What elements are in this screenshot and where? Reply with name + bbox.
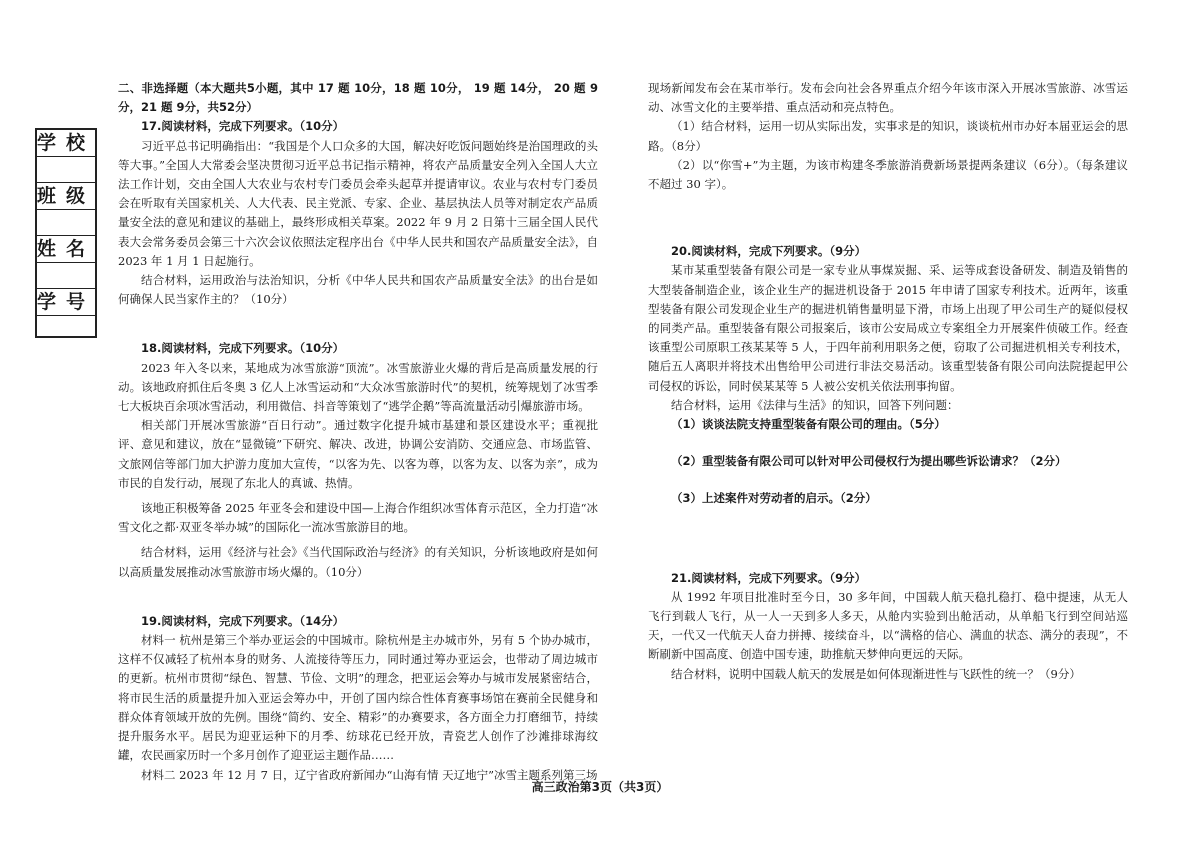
q21-paragraph-2: 结合材料，说明中国载人航天的发展是如何体现渐进性与飞跃性的统一？（9分） [671,666,1081,681]
q21-title: 21.阅读材料，完成下列要求。（9分） [671,570,867,585]
q20-paragraph-1: 某市某重型装备有限公司是一家专业从事煤炭掘、采、运等成套设备研发、制造及销售的大型装备制造企业，该企业生产的掘进机设备于 2015 年申请了国家专利技术。近两年，该重型装备有限公司发现企业生产的掘进机销售量明显下滑，市场上出现了甲公司生产的疑似侵权的同类产品。重型装备有限公司报案后，该市公安局成立专案组全力开展案件侦破工作。经查该重型公司原职工孩某某等 5 人，于四年前利用职务之便，窃取了公司掘进机相关专利技术，随后五人离职并将技术出售给甲公司进行非法交易活动。该重型装备有限公司向法院提起甲公司侵权的诉讼，同时侯某某等 5 人被公安机关依法刑事拘留。 [648,263,1128,393]
page-footer: 高三政治第3页（共3页） [531,780,669,794]
q18-paragraph-1: 2023 年入冬以来，某地成为冰雪旅游“顶流”。冰雪旅游业火爆的背后是高质量发展的行动。该地政府抓住后冬奥 3 亿人上冰雪运动和“大众冰雪旅游时代”的契机，统筹规划了冰雪季七大板块百余项冰雪活动，利用微信、抖音等策划了“逃学企鹅”等高流量活动引爆旅游市场。 [118,360,598,414]
student-info-box [35,128,97,338]
school-label: 学校 [37,130,95,157]
class-blank [37,210,95,236]
q19-sub-1: （1）结合材料，运用一切从实际出发，实事求是的知识，谈谈杭州市办好本届亚运会的思路。（8分） [648,119,1128,153]
class-label: 班级 [37,183,95,210]
student-id-blank [37,316,95,341]
section-heading: 二、非选择题（本大题共5小题，其中 17 题 10分，18 题 10分， 19 题 14分， 20 题 9分，21 题 9分，共52分） [118,81,598,115]
q19-title: 19.阅读材料，完成下列要求。（14分） [141,613,345,628]
q20-paragraph-2: 结合材料，运用《法律与生活》的知识，回答下列问题： [671,397,959,412]
q19-sub-2: （2）以“你雪+”为主题，为该市构建冬季旅游消费新场景提两条建议（6分）。（每条建议不超过 30 字）。 [648,157,1128,192]
q17-paragraph-1: 习近平总书记明确指出：“我国是个人口众多的大国，解决好吃饭问题始终是治国理政的头等大事。”全国人大常委会坚决贯彻习近平总书记指示精神，将农产品质量安全列入全国人大立法工作计划，交由全国人大农业与农村专门委员会牵头起草并提请审议。农业与农村专门委员会在听取有关国家机关、人大代表、民主党派、专家、企业、基层执法人员等对制定农产品质量安全法的意见和建议的基础上，最终形成相关草案。2022 年 9 月 2 日第十三届全国人民代表大会常务委员会第三十六次会议依照法定程序出台《中华人民共和国农产品质量安全法》，自 2023 年 1 月 1 日起施行。 [118,138,598,268]
student-id-label: 学号 [37,289,95,316]
q21-paragraph-1: 从 1992 年项目批准时至今日，30 多年间，中国载人航天稳扎稳打、稳中提速，从无人飞行到载人飞行，从一人一天到多人多天，从舱内实验到出舱活动，从单船飞行到空间站巡天，一代又一代航天人奋力拼搏、接续奋斗，以“满格的信心、满血的状态、满分的表现”，不断刷新中国高度、创造中国专速，助推航天梦伸向更远的天际。 [648,589,1128,662]
name-label: 姓名 [37,236,95,263]
left-column [118,79,598,785]
q20-title: 20.阅读材料，完成下列要求。（9分） [671,244,867,259]
q18-paragraph-2: 相关部门开展冰雪旅游“百日行动”。通过数字化提升城市基建和景区建设水平；重视批评、意见和建议，放在“显微镜”下研究、解决、改进，协调公安消防、交通应急、市场监管、文旅网信等部门加大护游力度加大宣传，“以客为先、以客为尊，以客为友、以客为亲”，成为市民的自发行动，展现了东北人的真诚、热情。 [118,418,598,490]
q19-material-1: 材料一 杭州是第三个举办亚运会的中国城市。除杭州是主办城市外，另有 5 个协办城市，这样不仅减轻了杭州本身的财务、人流接待等压力，同时通过筹办亚运会，也带动了周边城市的更新。杭州市贯彻“绿色、智慧、节俭、文明”的理念，把亚运会筹办与城市发展紧密结合，将市民生活的质量提升加入亚运会筹办中，开创了国内综合性体育赛事场馆在赛前全民健身和群众体育领域开放的先例。围绕“简约、安全、精彩”的办赛要求，各方面全力打磨细节，持续提升服务水平。居民为迎亚运种下的月季、纺球花已经开放，青瓷艺人创作了沙滩排球海纹罐，农民画家历时一个多月创作了迎亚运主题作品…… [118,633,598,763]
q18-paragraph-3: 该地正积极筹备 2025 年亚冬会和建设中国—上海合作组织冰雪体育示范区，全力打造“冰雪文化之都·双亚冬举办城”的国际化一流冰雪旅游目的地。 [118,501,598,535]
q19-material-2-start: 材料二 2023 年 12 月 7 日，辽宁省政府新闻办“山海有情 天辽地宁”冰雪主题系列第三场 [141,767,598,782]
right-column [648,79,1128,684]
school-blank [37,157,95,183]
q19-material-2-cont: 现场新闻发布会在某市举行。发布会向社会各界重点介绍今年该市深入开展冰雪旅游、冰雪运动、冰雪文化的主要举措、重点活动和亮点特色。 [648,81,1128,115]
name-blank [37,263,95,289]
q17-title: 17.阅读材料，完成下列要求。（10分） [141,119,345,134]
q18-title: 18.阅读材料，完成下列要求。（10分） [141,341,345,356]
q18-paragraph-4: 结合材料，运用《经济与社会》《当代国际政治与经济》的有关知识，分析该地政府是如何以高质量发展推动冰雪旅游市场火爆的。（10分） [118,545,598,579]
q20-sub-3: （3）上述案件对劳动者的启示。（2分） [671,491,877,506]
q20-sub-1: （1）谈谈法院支持重型装备有限公司的理由。（5分） [671,417,946,432]
q20-sub-2: （2）重型装备有限公司可以针对甲公司侵权行为提出哪些诉讼请求？（2分） [671,454,1067,469]
q17-paragraph-2: 结合材料，运用政治与法治知识，分析《中华人民共和国农产品质量安全法》的出台是如何确保人民当家作主的？（10分） [118,273,598,307]
